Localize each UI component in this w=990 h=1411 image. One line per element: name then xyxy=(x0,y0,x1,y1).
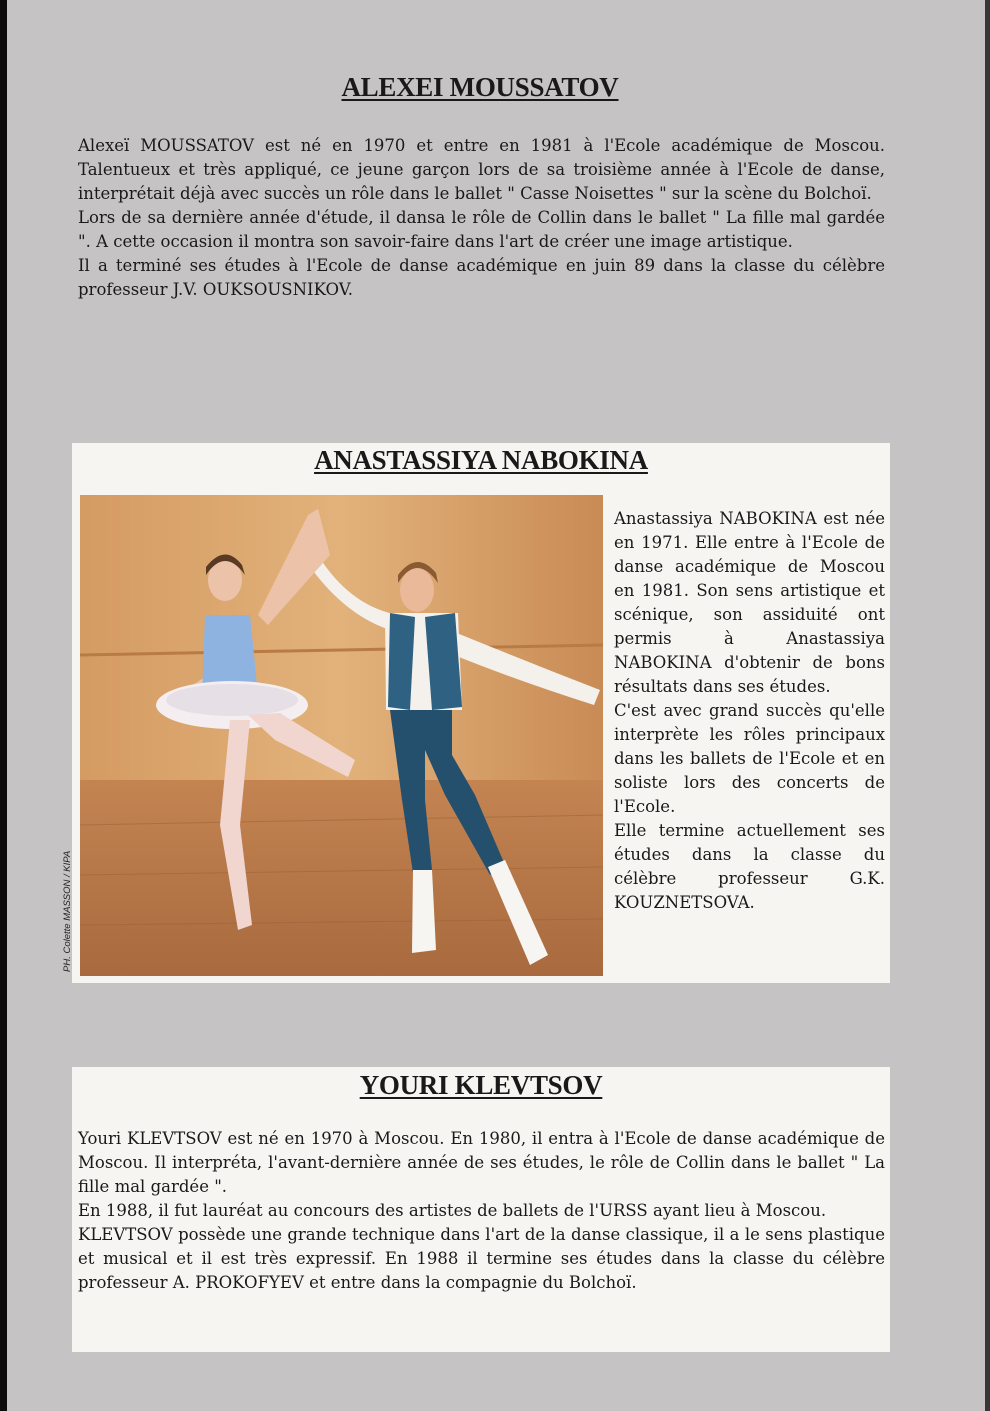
biography-text xyxy=(614,507,885,915)
paragraph: KLEVTSOV possède une grande technique dans l'art de la danse classique, il a le sens plastique et musical et il est très expressif. En 1988 il termine ses études dans la classe du célèbre professeur A. PROKOFYEV et entre dans la compagnie du Bolchoï. xyxy=(78,1225,885,1292)
section-title: YOURI KLEVTSOV xyxy=(359,1070,603,1100)
section-title: ANASTASSIYA NABOKINA xyxy=(314,445,648,475)
paragraph: Alexeï MOUSSATOV est né en 1970 et entre en 1981 à l'Ecole académique de Moscou. Talentueux et très appliqué, ce jeune garçon lors de sa troisième année à l'Ecole de danse, interprétait déjà avec succès un rôle dans le ballet " Casse Noisettes " sur la scène du Bolchoï. xyxy=(78,136,885,203)
paragraph: Elle termine actuellement ses études dans la classe du célèbre professeur G.K. KOUZNETSOVA. xyxy=(614,821,885,912)
paragraph: Lors de sa dernière année d'étude, il dansa le rôle de Collin dans le ballet " La fille mal gardée ". A cette occasion il montra son savoir-faire dans l'art de créer une image artistique. xyxy=(78,208,885,251)
paragraph: Il a terminé ses études à l'Ecole de danse académique en juin 89 dans la classe du célèbre professeur J.V. OUKSOUSNIKOV. xyxy=(78,256,885,299)
biography-text xyxy=(78,134,885,302)
paragraph: Anastassiya NABOKINA est née en 1971. Elle entre à l'Ecole de danse académique de Moscou en 1981. Son sens artistique et scénique, son assiduité ont permis à Anastassiya NABOKINA d'obtenir de bons résultats dans ses études. xyxy=(614,509,885,696)
scan-edge-right xyxy=(985,0,990,1411)
scan-edge-left xyxy=(0,0,7,1411)
biography-text xyxy=(78,1127,885,1295)
paragraph: En 1988, il fut lauréat au concours des artistes de ballets de l'URSS ayant lieu à Moscou. xyxy=(78,1201,827,1220)
paragraph: C'est avec grand succès qu'elle interprète les rôles principaux dans les ballets de l'Ecole et en soliste lors des concerts de l'Ecole. xyxy=(614,701,885,816)
photo-credit: PH. Colette MASSON / KIPA xyxy=(62,850,73,972)
section-title: ALEXEI MOUSSATOV xyxy=(341,72,619,102)
ballet-dancers-photo xyxy=(80,495,603,976)
paragraph: Youri KLEVTSOV est né en 1970 à Moscou. En 1980, il entra à l'Ecole de danse académique de Moscou. Il interpréta, l'avant-dernière année de ses études, le rôle de Collin dans le ballet " La fille mal gardée ". xyxy=(78,1129,885,1196)
